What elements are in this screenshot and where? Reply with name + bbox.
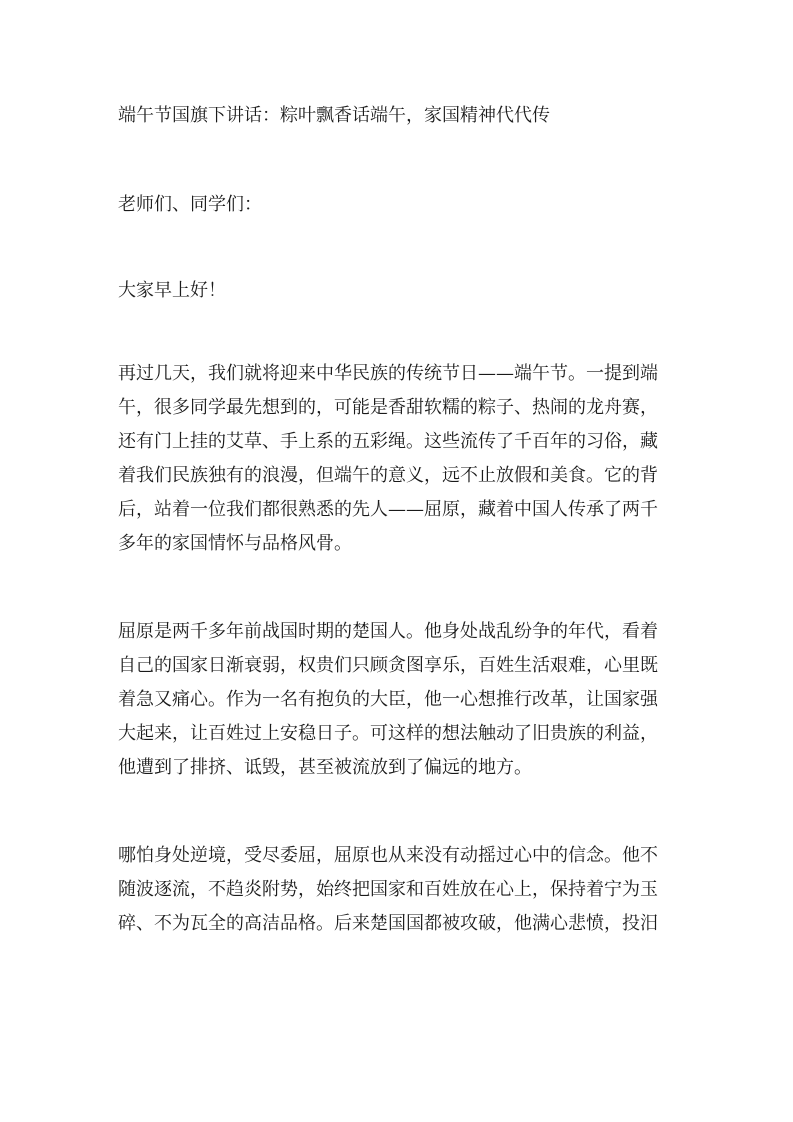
paragraph-line: 午，很多同学最先想到的，可能是香甜软糯的粽子、热闹的龙舟赛， <box>118 397 658 418</box>
paragraph-line: 多年的家国情怀与品格风骨。 <box>118 533 352 554</box>
speech-title: 端午节国旗下讲话：粽叶飘香话端午，家国精神代代传 <box>118 105 550 126</box>
salutation: 老师们、同学们： <box>118 194 262 215</box>
paragraph-line: 再过几天，我们就将迎来中华民族的传统节日——端午节。一提到端 <box>118 363 658 384</box>
document-body <box>118 100 678 995</box>
paragraph-line: 随波逐流，不趋炎附势，始终把国家和百姓放在心上，保持着宁为玉 <box>118 879 658 900</box>
paragraph-line: 着急又痛心。作为一名有抱负的大臣，他一心想推行改革，让国家强 <box>118 689 658 710</box>
paragraph-line: 着我们民族独有的浪漫，但端午的意义，远不止放假和美食。它的背 <box>118 465 658 486</box>
paragraph-line: 哪怕身处逆境，受尽委屈，屈原也从来没有动摇过心中的信念。他不 <box>118 845 658 866</box>
paragraph-line: 碎、不为瓦全的高洁品格。后来楚国国都被攻破，他满心悲愤，投汨 <box>118 913 658 934</box>
greeting: 大家早上好！ <box>118 280 226 301</box>
paragraph-line: 自己的国家日渐衰弱，权贵们只顾贪图享乐，百姓生活艰难，心里既 <box>118 655 658 676</box>
paragraph-2 <box>118 615 678 785</box>
paragraph-1 <box>118 357 678 561</box>
paragraph-line: 还有门上挂的艾草、手上系的五彩绳。这些流传了千百年的习俗，藏 <box>118 431 658 452</box>
paragraph-line: 后，站着一位我们都很熟悉的先人——屈原，藏着中国人传承了两千 <box>118 499 658 520</box>
paragraph-3 <box>118 839 678 941</box>
paragraph-line: 大起来，让百姓过上安稳日子。可这样的想法触动了旧贵族的利益， <box>118 723 658 744</box>
paragraph-line: 屈原是两千多年前战国时期的楚国人。他身处战乱纷争的年代，看着 <box>118 621 658 642</box>
paragraph-line: 他遭到了排挤、诋毁，甚至被流放到了偏远的地方。 <box>118 757 532 778</box>
